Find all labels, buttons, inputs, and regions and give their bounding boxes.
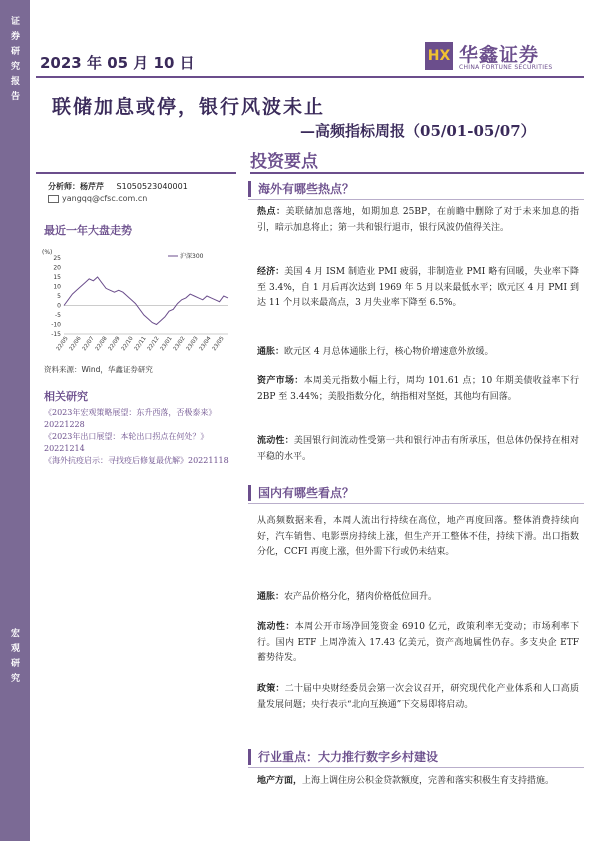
section-overseas-title: 海外有哪些热点？ [258,182,355,196]
sidebar [0,0,30,841]
paragraph: 流动性：本周公开市场净回笼资金 6910 亿元，政策利率无变动；市场利率下行。国内 ETF 上周净流入 17.43 亿美元，资产高地属性仍存。多支央企 ETF 蓄势待发。 [257,622,579,664]
related-item[interactable]: 《2023年宏观策略展望：东升西落，否极泰来》20221228 [44,408,217,429]
x-tick-label: 22/11 [133,335,148,353]
key-points-divider [250,172,584,174]
y-tick-label: -15 [51,331,61,338]
section-industry [248,748,584,766]
section-overseas [248,180,584,198]
y-tick-label: -10 [51,321,61,329]
x-tick-label: 22/05 [55,335,70,353]
paragraph: 通胀：农产品价格分化，猪肉价格低位回升。 [257,592,438,602]
logo-english-name: CHINA FORTUNE SECURITIES [459,64,553,71]
analyst-cert: S1050523040001 [116,182,188,191]
report-date: 2023 年 05 月 10 日 [40,54,195,72]
header-divider [36,76,584,78]
y-tick-label: 0 [57,302,61,310]
paragraph: 政策：二十届中央财经委员会第一次会议召开，研究现代化产业体系和人口高质量发展问题；央行表示“北向互换通”下交易即将启动。 [257,684,579,710]
paragraph: 流动性：美国银行间流动性受第一共和银行冲击有所承压，但总体仍保持在相对平稳的水平。 [257,436,579,462]
analyst-label: 分析师： [48,182,80,191]
company-logo [425,40,565,74]
x-tick-label: 23/01 [159,335,174,353]
x-tick-label: 22/08 [94,335,109,353]
sidebar-category: 宏观研究 [9,628,19,688]
y-axis-label: (%) [42,249,53,256]
x-tick-label: 23/03 [185,335,200,353]
x-tick-label: 22/07 [81,335,96,353]
analyst-name: 杨芹芹 [80,182,104,191]
sidebar-report-type: 证券研究报告 [9,16,19,106]
related-research-title: 相关研究 [44,390,88,403]
key-points-heading: 投资要点 [250,152,318,172]
chart-source: 资料来源：Wind，华鑫证券研究 [44,365,153,374]
section-domestic-title: 国内有哪些看点？ [258,486,355,500]
y-tick-label: -5 [55,312,61,319]
paragraph: 地产方面，上海上调住房公积金贷款额度，完善和落实积极生育支持措施。 [257,776,555,786]
x-tick-label: 22/09 [107,335,122,353]
y-tick-label: 20 [53,264,61,272]
analyst-email-row [48,194,147,203]
logo-mark-icon: HX [425,42,453,70]
x-tick-label: 22/12 [146,335,161,353]
legend-label: 沪深300 [180,253,204,260]
mail-icon [48,195,59,203]
x-tick-label: 22/10 [120,335,135,353]
paragraph: 经济：美国 4 月 ISM 制造业 PMI 疲弱，非制造业 PMI 略有回暖，失业率下降至 3.4%，自 1 月后再次达到 1969 年 5 月以来最低水平；欧元区 4 月 PMI 到达 11 个月以来最高点，3 月失业率下降至 6.5%。 [257,267,579,309]
paragraph: 热点：美联储加息落地，如期加息 25BP，在前瞻中删除了对于未来加息的指引，暗示加息将止；第一共和银行退市，银行风波仍值得关注。 [257,207,579,233]
y-tick-label: 10 [53,283,61,291]
related-research-list [44,407,234,467]
market-trend-chart [40,246,235,364]
page-subtitle: —高频指标周报（05/01-05/07） [300,122,536,140]
series-line [64,277,228,325]
y-tick-label: 15 [53,274,61,281]
market-chart-title: 最近一年大盘走势 [44,224,132,237]
x-tick-label: 23/02 [172,335,187,353]
analyst-info [48,181,188,192]
paragraph: 从高频数据来看，本周人流出行持续在高位，地产再度回落。整体消费持续向好，汽车销售、电影票房持续上涨，但生产开工整体不佳，持续下滑。出口指数分化，CCFI 再度上涨，但外需下行或仍未结束。 [257,516,579,558]
analyst-email[interactable]: yangqq@cfsc.com.cn [62,194,148,203]
page-title: 联储加息或停，银行风波未止 [52,96,326,118]
paragraph: 通胀：欧元区 4 月总体通胀上行，核心物价增速意外放缓。 [257,347,494,357]
logo-name: 华鑫证券 [459,44,540,66]
y-tick-label: 25 [53,255,61,262]
related-item[interactable]: 《2023年出口展望：本轮出口拐点在何处？》20221214 [44,432,209,453]
y-tick-label: 5 [57,293,61,300]
left-column-divider [36,172,236,174]
section-industry-title: 行业重点：大力推行数字乡村建设 [258,750,439,764]
x-tick-label: 23/05 [211,335,226,353]
paragraph: 资产市场：本周美元指数小幅上行，周均 101.61 点；10 年期美债收益率下行 2BP 至 3.44%；美股指数分化，纳指相对坚挺，其他均有回落。 [257,376,579,402]
section-domestic [248,484,584,502]
x-tick-label: 22/06 [68,335,83,353]
x-tick-label: 23/04 [198,335,213,353]
related-item[interactable]: 《海外抗疫启示：寻找疫后修复最优解》20221118 [44,456,229,465]
